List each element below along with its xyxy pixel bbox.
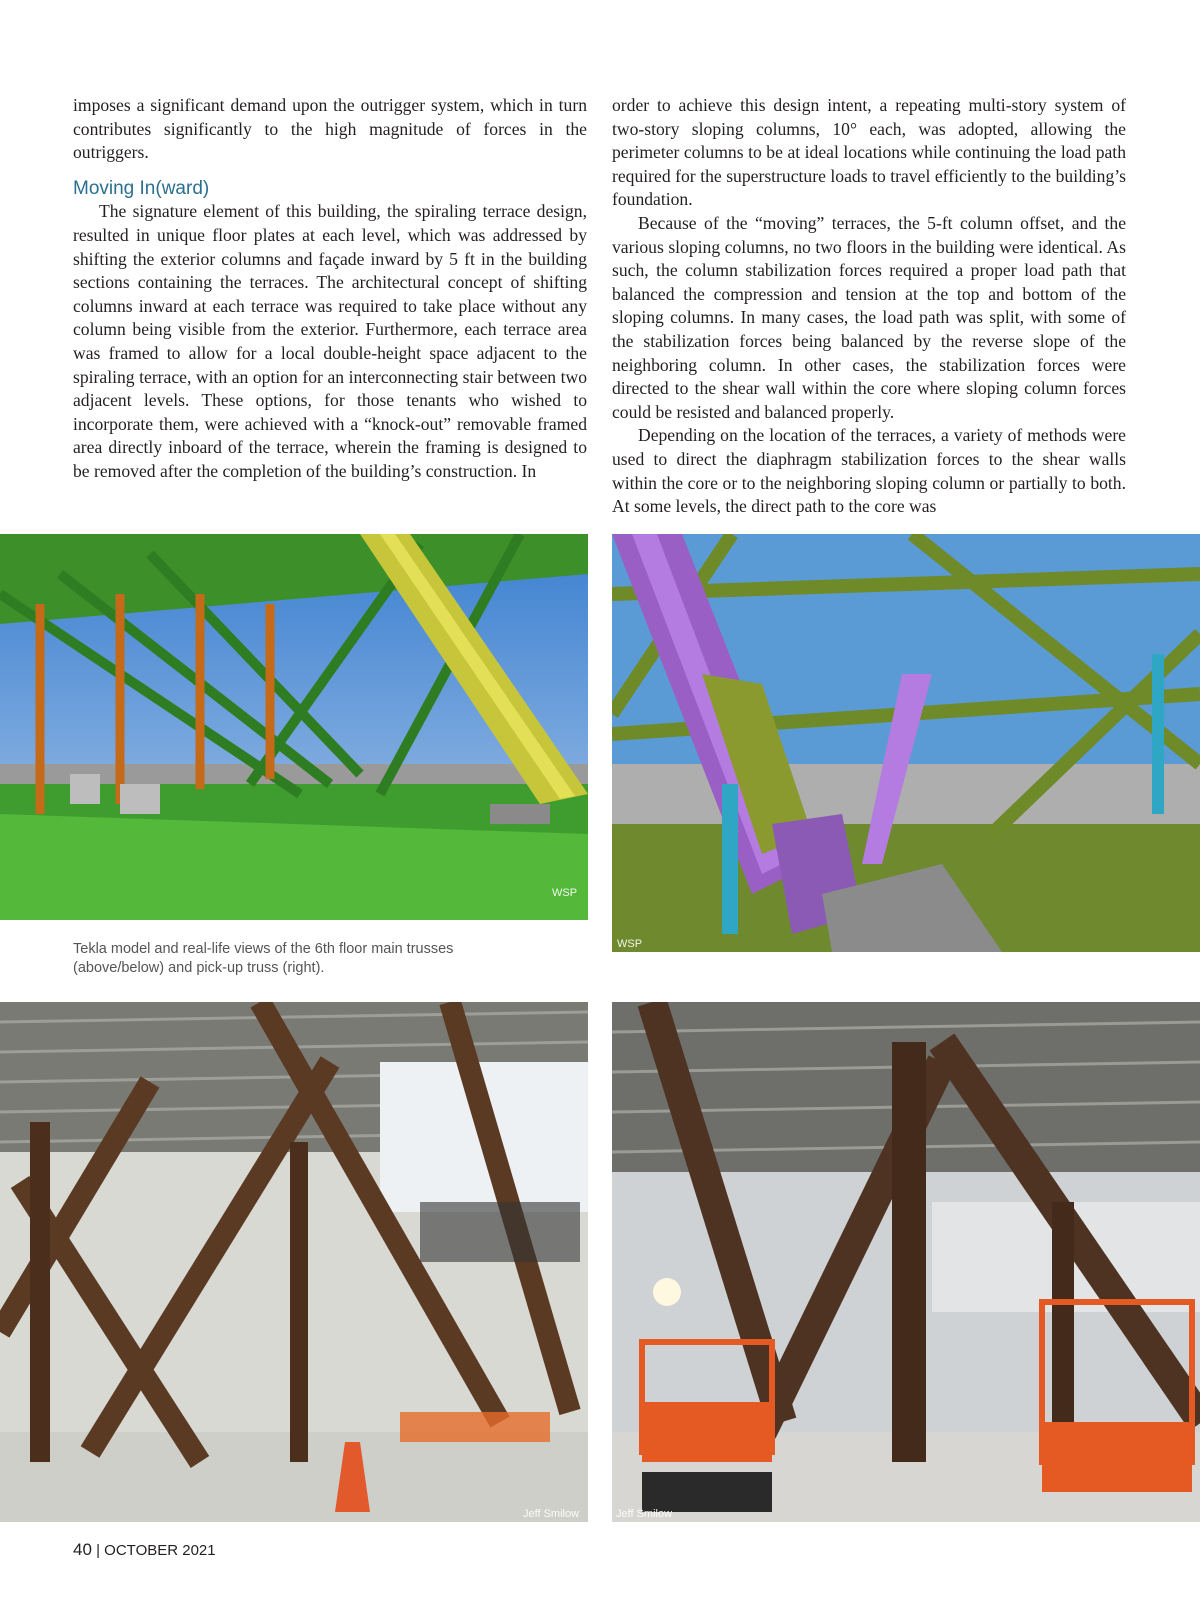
footer-separator: |	[96, 1542, 100, 1559]
paragraph: Because of the “moving” terraces, the 5-ft column offset, and the various sloping columns, no two floors in the building were identical. As such, the column stabilization forces required a proper load path that balanced the compression and tension at the top and bottom of the sloping columns. In many cases, the load path was split, with some of the stabilization forces being balanced by the reverse slope of the neighboring column. In other cases, the stabilization forces were directed to the shear wall within the core where sloping column forces could be resisted and balanced properly.	[612, 212, 1126, 422]
paragraph: Depending on the location of the terraces, a variety of methods were used to direct the diaphragm stabilization forces to the shear walls within the core or to the neighboring sloping column or partially to both. At some levels, the direct path to the core was	[612, 425, 1126, 517]
photo-credit: Jeff Smilow	[523, 1508, 580, 1520]
right-text-column	[612, 94, 1126, 519]
site-photo-pickup-truss	[612, 1002, 1200, 1522]
section-heading: Moving In(ward)	[73, 177, 210, 199]
page-number: 40	[73, 1540, 92, 1559]
tekla-model-main-truss-image	[0, 534, 588, 920]
page-footer	[73, 1540, 216, 1560]
left-text-column	[73, 94, 587, 484]
paragraph: The signature element of this building, the spiraling terrace design, resulted in unique floor plates at each level, which was addressed by shifting the exterior columns and façade inward by 5 ft in the building sections containing the terraces. The architectural concept of shifting columns inward at each terrace was required to take place without any column being visible from the exterior. Furthermore, each terrace area was framed to allow for a local double-height space adjacent to the spiraling terrace, with an option for an interconnecting stair between two adjacent levels. These options, for those tenants who wished to incorporate them, were achieved with a “knock-out” removable framed area directly inboard of the terrace, wherein the framing is designed to be removed after the completion of the building’s construction. In	[73, 201, 587, 481]
photo-credit: Jeff Smilow	[616, 1508, 673, 1520]
paragraph: imposes a significant demand upon the outrigger system, which in turn contributes significantly to the high magnitude of forces in the outriggers.	[73, 95, 587, 163]
tekla-model-pickup-truss-image	[612, 534, 1200, 952]
photo-credit: WSP	[552, 887, 578, 899]
photo-credit: WSP	[617, 938, 643, 950]
site-photo-main-truss	[0, 1002, 588, 1522]
figure-caption: Tekla model and real-life views of the 6th floor main trusses (above/below) and pick-up truss (right).	[73, 941, 454, 976]
paragraph: order to achieve this design intent, a repeating multi-story system of two-story sloping columns, 10° each, was adopted, allowing the perimeter columns to be at ideal locations while continuing the load path required for the superstructure loads to travel efficiently to the building’s foundation.	[612, 95, 1126, 210]
issue-date: OCTOBER 2021	[104, 1542, 216, 1559]
